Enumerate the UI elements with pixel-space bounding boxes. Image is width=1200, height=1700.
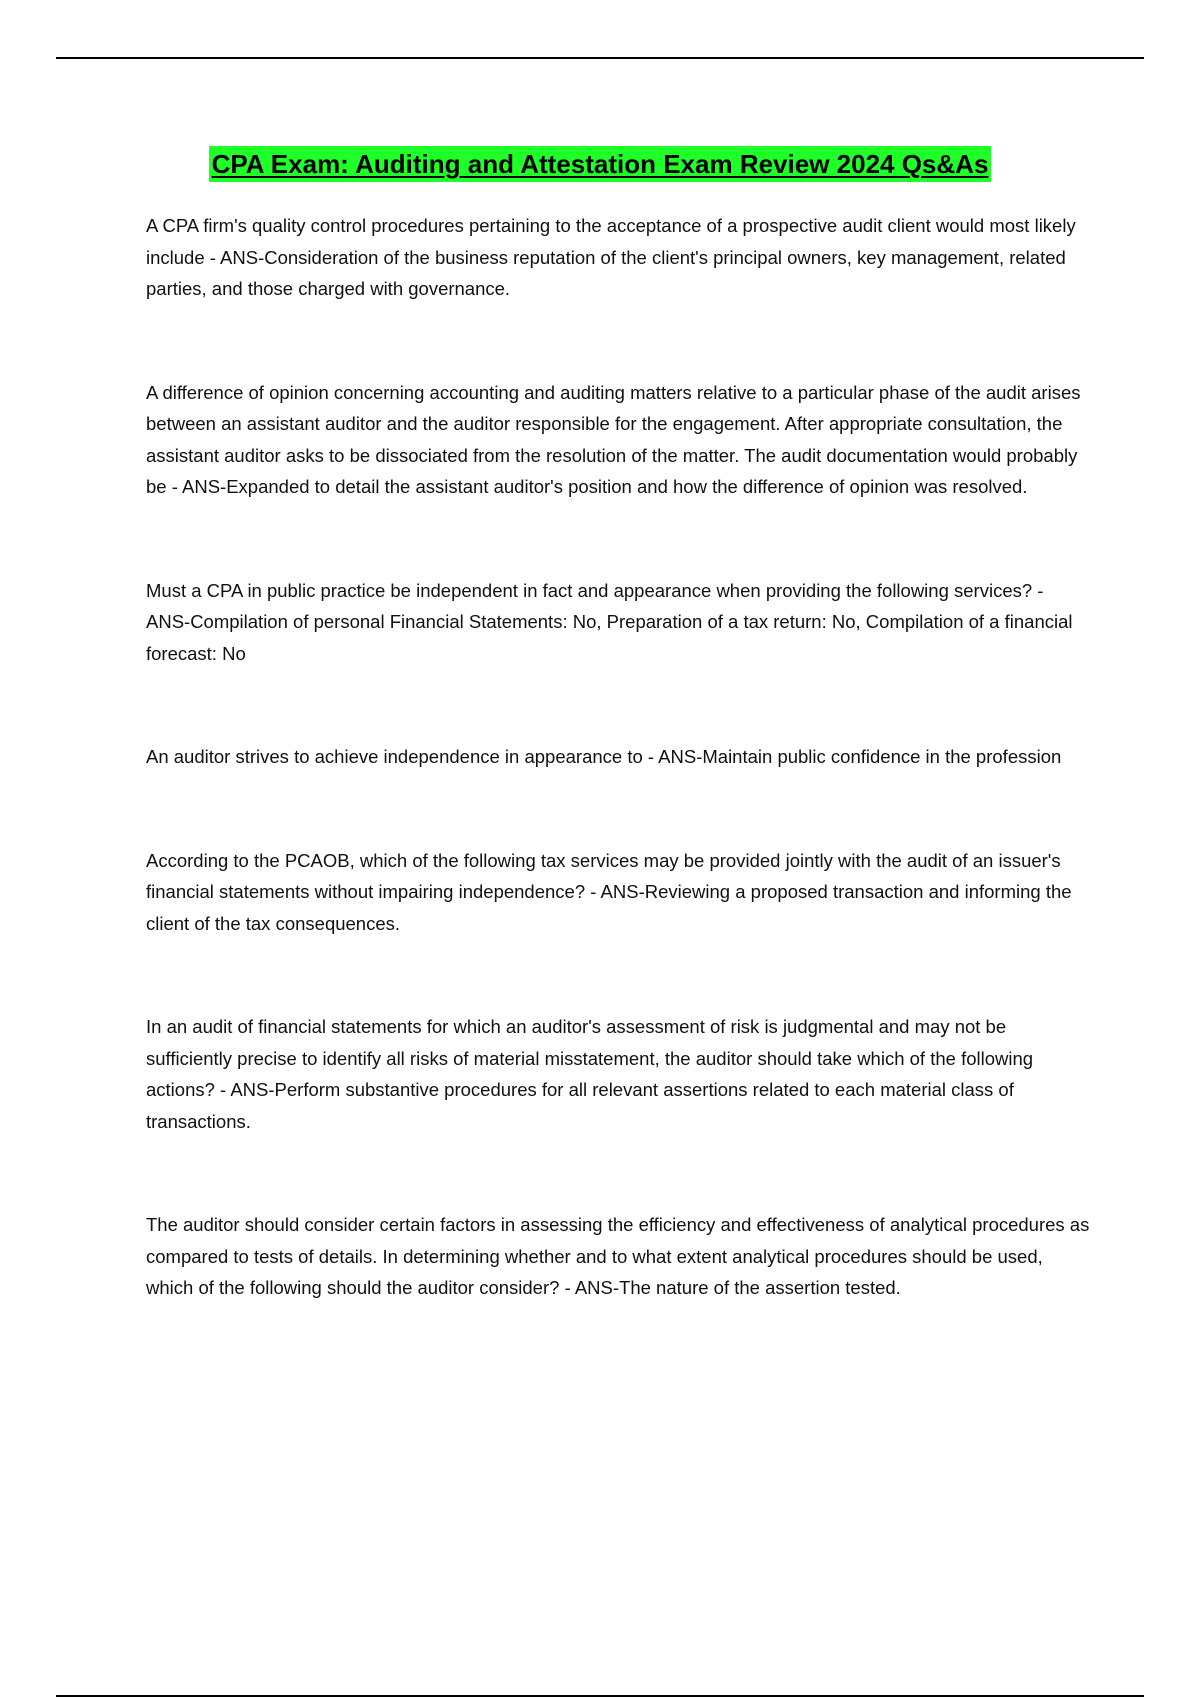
document-title: CPA Exam: Auditing and Attestation Exam Review 2024 Qs&As bbox=[209, 146, 992, 182]
footer-rule bbox=[56, 1695, 1144, 1697]
qa-item-1: A CPA firm's quality control procedures pertaining to the acceptance of a prospective audit client would most likely include - ANS-Consideration of the business reputation of the client's principal owners, key management, related parties, and those charged with governance. bbox=[146, 215, 1076, 299]
header-rule bbox=[56, 57, 1144, 59]
qa-item-4: An auditor strives to achieve independence in appearance to - ANS-Maintain public confidence in the profession bbox=[146, 746, 1062, 767]
qa-list bbox=[146, 210, 1091, 1376]
qa-item-5: According to the PCAOB, which of the following tax services may be provided jointly with the audit of an issuer's financial statements without impairing independence? - ANS-Reviewing a proposed transaction and informing the client of the tax consequences. bbox=[146, 849, 1072, 934]
qa-item-7: The auditor should consider certain factors in assessing the efficiency and effectiveness of analytical procedures as compared to tests of details. In determining whether and to what extent analytical procedures should be used, which of the following should the auditor consider? - ANS-The nature of the assertion tested. bbox=[146, 1214, 1090, 1298]
qa-item-3: Must a CPA in public practice be independent in fact and appearance when providing the following services? - ANS-Compilation of personal Financial Statements: No, Preparation of a tax return: No, Compilation of a financial forecast: No bbox=[146, 579, 1073, 664]
qa-item-2: A difference of opinion concerning accounting and auditing matters relative to a particular phase of the audit arises between an assistant auditor and the auditor responsible for the engagement. After appropriate consultation, the assistant auditor asks to be dissociated from the resolution of the matter. The audit documentation would probably be - ANS-Expanded to detail the assistant auditor's position and how the difference of opinion was resolved. bbox=[146, 381, 1081, 497]
title-container bbox=[0, 146, 1200, 182]
qa-item-6: In an audit of financial statements for which an auditor's assessment of risk is judgmental and may not be sufficiently precise to identify all risks of material misstatement, the auditor should take which of the following actions? - ANS-Perform substantive procedures for all relevant assertions related to each material class of transactions. bbox=[146, 1016, 1034, 1132]
